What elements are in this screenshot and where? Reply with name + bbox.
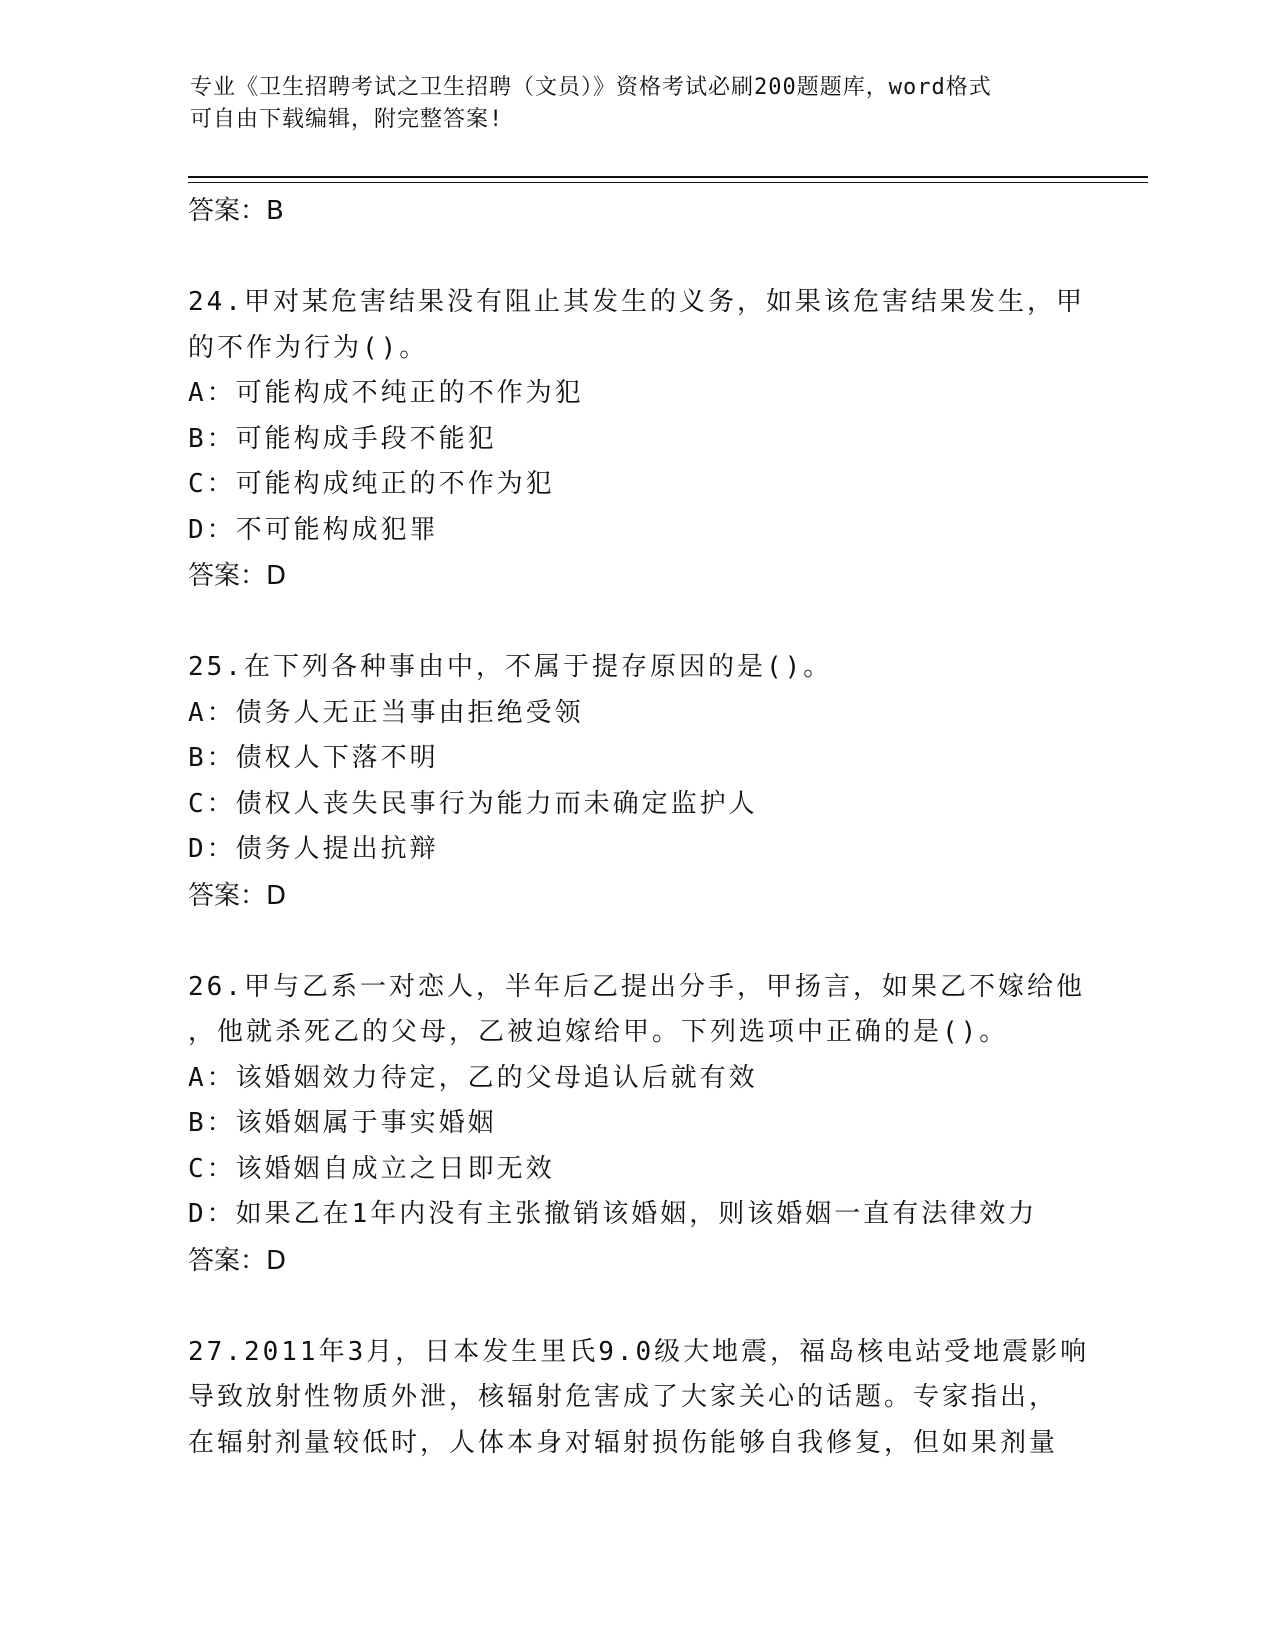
option-d: D：不可能构成犯罪 <box>188 514 439 545</box>
option-d: D：如果乙在1年内没有主张撤销该婚姻，则该婚姻一直有法律效力 <box>188 1199 1038 1229</box>
header-title-line-2: 可自由下载编辑，附完整答案! <box>190 107 504 132</box>
header-divider-thick <box>188 176 1148 178</box>
question-stem-line: 的不作为行为()。 <box>188 332 429 363</box>
question-stem-line: 导致放射性物质外泄，核辐射危害成了大家关心的话题。专家指出， <box>188 1382 1059 1412</box>
option-b: B：该婚姻属于事实婚姻 <box>188 1108 497 1138</box>
question-stem-line: 在辐射剂量较低时，人体本身对辐射损伤能够自我修复，但如果剂量 <box>188 1427 1059 1458</box>
option-a: A：债务人无正当事由拒绝受领 <box>188 697 584 728</box>
question-stem-line: 24.甲对某危害结果没有阻止其发生的义务，如果该危害结果发生，甲 <box>188 287 1085 317</box>
option-a: A：可能构成不纯正的不作为犯 <box>188 378 584 408</box>
question-27 <box>188 1330 1148 1467</box>
question-stem-line: 26.甲与乙系一对恋人，半年后乙提出分手，甲扬言，如果乙不嫁给他 <box>188 971 1085 1002</box>
answer-line: 答案：D <box>188 561 287 591</box>
question-26 <box>188 965 1148 1284</box>
option-b: B：可能构成手段不能犯 <box>188 423 497 454</box>
spacer <box>188 919 1148 965</box>
answer-line: 答案：D <box>188 1245 287 1276</box>
option-a: A：该婚姻效力待定，乙的父母追认后就有效 <box>188 1062 758 1093</box>
header-title-line-1: 专业《卫生招聘考试之卫生招聘（文员）》资格考试必刷200题题库，word格式 <box>190 75 992 100</box>
question-24 <box>188 280 1148 599</box>
question-stem-line: ，他就杀死乙的父母，乙被迫嫁给甲。下列选项中正确的是()。 <box>188 1017 1009 1047</box>
answer-line: 答案：D <box>188 880 287 911</box>
option-b: B：债权人下落不明 <box>188 743 439 773</box>
question-stem-line: 25.在下列各种事由中，不属于提存原因的是()。 <box>188 652 833 682</box>
spacer <box>188 599 1148 645</box>
question-25 <box>188 645 1148 919</box>
previous-answer: 答案：B <box>188 196 284 226</box>
question-list <box>188 188 1148 1466</box>
option-c: C：可能构成纯正的不作为犯 <box>188 469 555 499</box>
question-stem-line: 27.2011年3月，日本发生里氏9.0级大地震，福岛核电站受地震影响 <box>188 1336 1090 1367</box>
option-c: C：该婚姻自成立之日即无效 <box>188 1153 555 1184</box>
spacer <box>188 1284 1148 1330</box>
header-divider-thin <box>188 182 1148 183</box>
document-header <box>190 72 1090 136</box>
option-c: C：债权人丧失民事行为能力而未确定监护人 <box>188 788 758 819</box>
option-d: D：债务人提出抗辩 <box>188 834 439 864</box>
spacer <box>188 234 1148 280</box>
